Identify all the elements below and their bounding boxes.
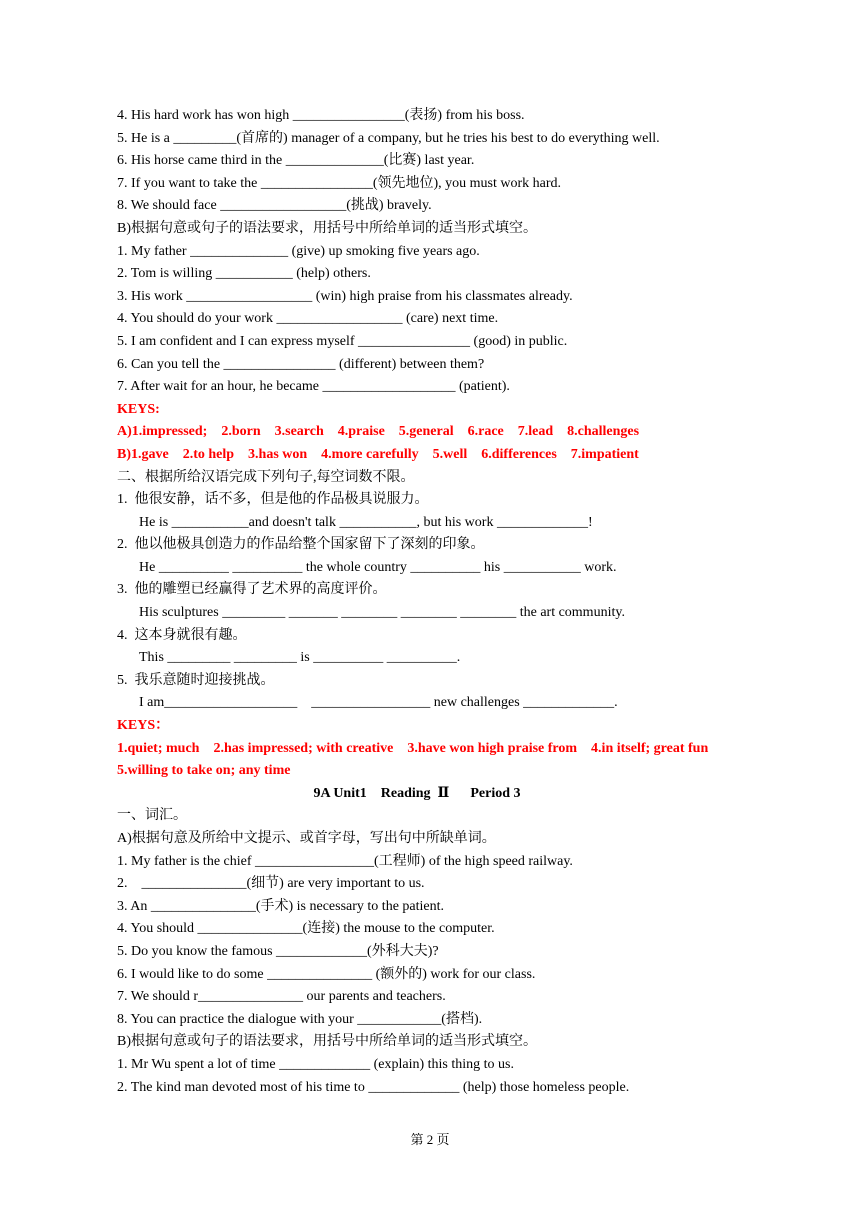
exercise-line: 2. _______________(细节) are very important to us. — [117, 876, 425, 892]
exercise-line: He __________ __________ the whole country __________ his ___________ work. — [139, 559, 617, 575]
chinese-prompt: 3. 他的雕塑已经赢得了艺术界的高度评价。 — [117, 582, 387, 598]
exercise-line: 6. His horse came third in the ______________(比赛) last year. — [117, 153, 475, 169]
exercise-line: 6. Can you tell the ________________ (different) between them? — [117, 356, 485, 372]
chinese-prompt: 4. 这本身就很有趣。 — [117, 627, 247, 643]
chinese-prompt: 2. 他以他极具创造力的作品给整个国家留下了深刻的印象。 — [117, 537, 485, 553]
answer-key-line: A)1.impressed; 2.born 3.search 4.praise 5.general 6.race 7.lead 8.challenges — [117, 424, 640, 440]
section-instruction: B)根据句意或句子的语法要求，用括号中所给单词的适当形式填空。 — [117, 220, 537, 236]
exercise-line: 7. After wait for an hour, he became ___________________ (patient). — [117, 379, 510, 395]
page-number: 第 2 页 — [410, 1132, 450, 1147]
exercise-line: 2. The kind man devoted most of his time to _____________ (help) those homeless people. — [117, 1079, 630, 1095]
section-instruction: B)根据句意或句子的语法要求，用括号中所给单词的适当形式填空。 — [117, 1034, 537, 1050]
answer-key-line: 5.willing to take on; any time — [117, 763, 291, 779]
keys-heading: KEYS: — [117, 401, 160, 417]
exercise-line: 3. His work __________________ (win) high praise from his classmates already. — [117, 288, 573, 304]
exercise-line: 8. We should face __________________(挑战) bravely. — [117, 198, 432, 214]
exercise-line: 6. I would like to do some _______________ (额外的) work for our class. — [117, 966, 536, 982]
keys-heading: KEYS： — [117, 718, 170, 734]
exercise-line: This _________ _________ is __________ __________. — [139, 650, 461, 666]
exercise-line: He is ___________and doesn't talk ___________, but his work _____________! — [139, 514, 593, 530]
exercise-line: 4. You should _______________(连接) the mouse to the computer. — [117, 921, 495, 937]
exercise-line: 5. Do you know the famous _____________(外科大夫)? — [117, 943, 439, 959]
exercise-line: 5. He is a _________(首席的) manager of a company, but he tries his best to do everything well. — [117, 130, 660, 146]
answer-key-line: 1.quiet; much 2.has impressed; with creative 3.have won high praise from 4.in itself; great fun — [117, 740, 709, 756]
exercise-line: 4. You should do your work __________________ (care) next time. — [117, 311, 499, 327]
exercise-line: 4. His hard work has won high ________________(表扬) from his boss. — [117, 108, 525, 123]
document-body — [117, 105, 797, 1099]
exercise-line: 1. Mr Wu spent a lot of time _____________ (explain) this thing to us. — [117, 1056, 514, 1072]
exercise-line: 1. My father is the chief _________________(工程师) of the high speed railway. — [117, 853, 573, 869]
exercise-line: 2. Tom is willing ___________ (help) others. — [117, 266, 371, 282]
exercise-line: 3. An _______________(手术) is necessary to the patient. — [117, 898, 445, 914]
chinese-prompt: 5. 我乐意随时迎接挑战。 — [117, 672, 275, 688]
exercise-line: 5. I am confident and I can express myself ________________ (good) in public. — [117, 333, 568, 349]
section-heading: 一、词汇。 — [117, 808, 187, 824]
exercise-line: 7. If you want to take the ________________(领先地位), you must work hard. — [117, 175, 562, 191]
exercise-line: 8. You can practice the dialogue with your ____________(搭档). — [117, 1011, 483, 1027]
section-heading: 二、根据所给汉语完成下列句子,每空词数不限。 — [117, 469, 415, 485]
section-instruction: A)根据句意及所给中文提示、或首字母，写出句中所缺单词。 — [117, 831, 496, 846]
answer-key-line: B)1.gave 2.to help 3.has won 4.more carefully 5.well 6.differences 7.impatient — [117, 446, 639, 462]
exercise-line: 7. We should r_______________ our parents and teachers. — [117, 989, 446, 1005]
exercise-line: His sculptures _________ _______ ________ ________ ________ the art community. — [139, 605, 625, 621]
exercise-line: 1. My father ______________ (give) up smoking five years ago. — [117, 243, 480, 259]
exercise-line: I am___________________ _________________ new challenges _____________. — [139, 695, 618, 711]
chinese-prompt: 1. 他很安静，话不多，但是他的作品极具说服力。 — [117, 492, 429, 508]
period-title: 9A Unit1 Reading Ⅱ Period 3 — [313, 785, 521, 801]
